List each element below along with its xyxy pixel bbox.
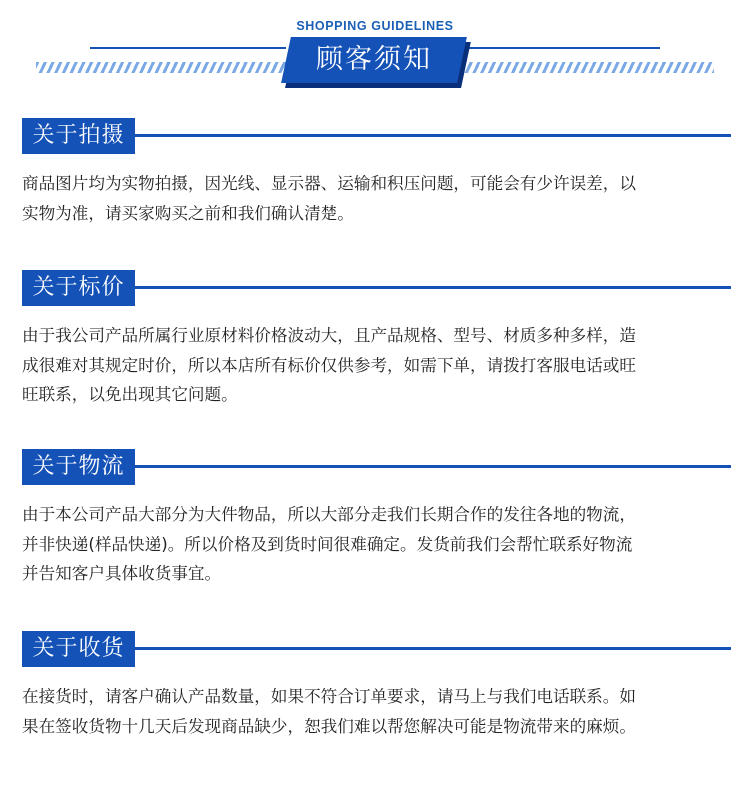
section-body: 在接货时，请客户确认产品数量，如果不符合订单要求，请马上与我们电话联系。如 果在签收货物十几天后发现商品缺少，恕我们难以帮您解决可能是物流带来的麻烦。 [22, 687, 636, 736]
header-stripe-left [36, 62, 290, 73]
header-divider-right [464, 47, 660, 49]
guidelines-header [0, 0, 750, 100]
section-divider [135, 647, 731, 650]
section-label: 关于收货 [22, 631, 135, 667]
section-divider [135, 134, 731, 137]
section-body: 由于我公司产品所属行业原材料价格波动大，且产品规格、型号、材质多种多样，造 成很难对其规定时价，所以本店所有标价仅供参考，如需下单，请拨打客服电话或旺 旺联系，以免出现其它问题。 [22, 326, 636, 404]
section-divider [135, 286, 731, 289]
section-body: 由于本公司产品大部分为大件物品，所以大部分走我们长期合作的发往各地的物流， 并非快递(样品快递)。所以价格及到货时间很难确定。发货前我们会帮忙联系好物流 并告知客户具体收货事宜。 [22, 505, 636, 583]
header-subtitle: SHOPPING GUIDELINES [296, 19, 454, 33]
header-divider-left [90, 47, 286, 49]
header-stripe-right [462, 62, 714, 73]
section-label: 关于标价 [22, 270, 135, 306]
section-label: 关于拍摄 [22, 118, 135, 154]
section-label: 关于物流 [22, 449, 135, 485]
header-title: 顾客须知 [316, 44, 432, 75]
section-divider [135, 465, 731, 468]
section-body: 商品图片均为实物拍摄，因光线、显示器、运输和积压问题，可能会有少许误差，以 实物为准，请买家购买之前和我们确认清楚。 [22, 174, 636, 223]
